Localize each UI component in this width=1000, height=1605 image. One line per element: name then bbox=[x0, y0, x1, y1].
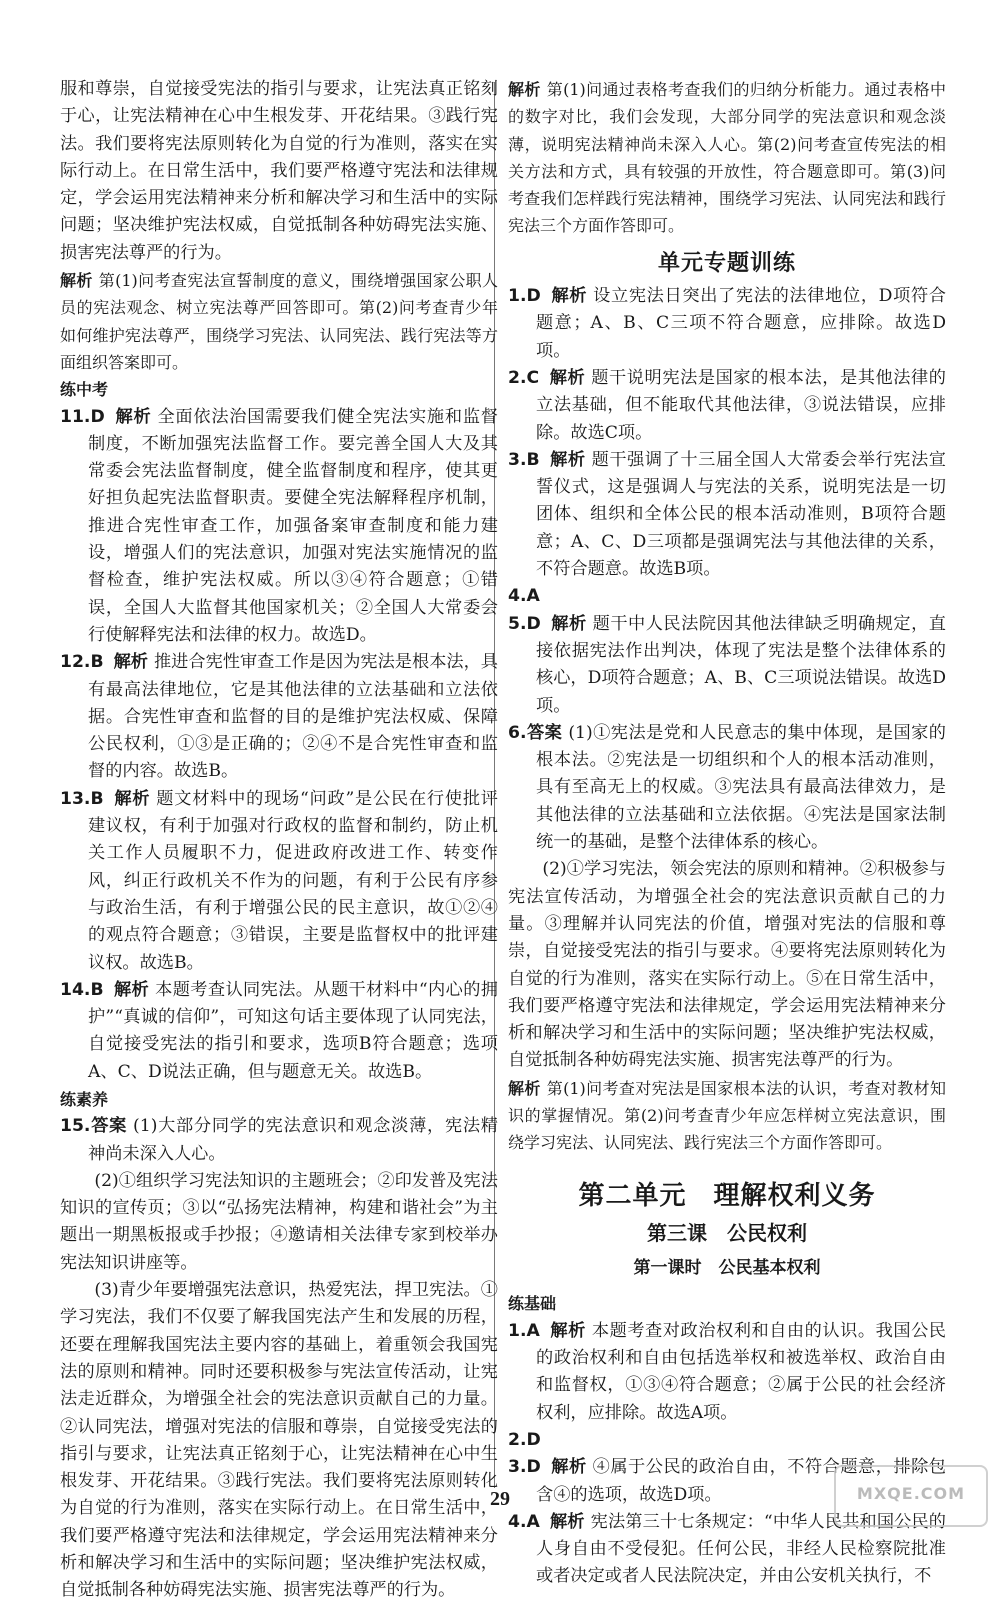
question-12: 12.B 解析 推进合宪性审查工作是因为宪法是根本法，具有最高法律地位，它是其他法律的立法基础和立法依据。合宪性审查和监督的目的是维护宪法权威、保障公民权利，①③是正确的；②④不是合宪性审查和监督的内容。故选B。 bbox=[60, 652, 498, 782]
question-15-part2: (2)①组织学习宪法知识的主题班会；②印发普及宪法知识的宣传页；③以“弘扬宪法精神，构建和谐社会”为主题出一期黑板报或手抄报；④邀请相关法律专家到校举办宪法知识讲座等。 bbox=[60, 1170, 498, 1273]
basic-question-3: 3.D 解析 ④属于公民的政治自由，不符合题意，排除包含④的选项，故选D项。 bbox=[508, 1457, 946, 1505]
unit-question-5: 5.D 解析 题干中人民法院因其他法律缺乏明确规定，直接依据宪法作出判决，体现了宪法是整个法律体系的核心，D项符合题意；A、B、C三项说法错误。故选D项。 bbox=[508, 613, 946, 716]
unit-question-6-analysis: 解析 第(1)问考查对宪法是国家根本法的认识，考查对教材知识的掌握情况。第(2)问考查青少年应怎样树立宪法意识，围绕学习宪法、认同宪法、践行宪法三个方面作答即可。 bbox=[508, 1078, 946, 1153]
left-column bbox=[60, 76, 498, 1605]
question-11: 11.D 解析 全面依法治国需要我们健全宪法实施和监督制度，不断加强宪法监督工作。要完善全国人大及其常委会宪法监督制度，健全监督制度和程序，使其更好担负起宪法监督职责。要健全宪法解释程序机制，推进合宪性审查工作，加强备案审查制度和能力建设，增强人们的宪法意识，加强对宪法实施情况的监督检查，维护宪法权威。所以③④符合题意；①错误，全国人大监督其他国家机关；②全国人大常委会行使解释宪法和法律的权力。故选D。 bbox=[60, 406, 498, 645]
question-13: 13.B 解析 题文材料中的现场“问政”是公民在行使批评建议权，有利于加强对行政权的监督和制约，防止机关工作人员履职不力，促进政府改进工作、转变作风，纠正行政机关不作为的问题，有利于公民有序参与政治生活，有利于增强公民的民主意识，故①②④的观点符合题意；③错误，主要是监督权中的批评建议权。故选B。 bbox=[60, 788, 498, 973]
basic-question-4: 4.A 解析 宪法第三十七条规定：“中华人民共和国公民的人身自由不受侵犯。任何公民，非经人民检察院批准或者决定或者人民法院决定，并由公安机关执行，不 bbox=[508, 1511, 946, 1587]
unit-training-title: 单元专题训练 bbox=[657, 250, 796, 276]
unit-question-1: 1.D 解析 设立宪法日突出了宪法的法律地位，D项符合题意；A、B、C三项不符合题意，应排除。故选D项。 bbox=[508, 286, 946, 361]
section-heading-jichu: 练基础 bbox=[508, 1294, 557, 1314]
unit-question-2: 2.C 解析 题干说明宪法是国家的根本法，是其他法律的立法基础，但不能取代其他法律，③说法错误，应排除。故选C项。 bbox=[508, 367, 946, 443]
watermark-logo: MXQE.COM bbox=[834, 1465, 988, 1527]
section-heading-suyang: 练素养 bbox=[60, 1089, 109, 1109]
unit-question-4: 4.A bbox=[508, 586, 540, 607]
right-column bbox=[508, 76, 946, 1591]
page-number: 29 bbox=[490, 1488, 510, 1510]
basic-question-2: 2.D bbox=[508, 1429, 541, 1450]
unit-question-3: 3.B 解析 题干强调了十三届全国人大常委会举行宪法宣誓仪式，这是强调人与宪法的关系，说明宪法是一切团体、组织和全体公民的根本活动准则，B项符合题意；A、C、D三项都是强调宪法与其他法律的关系，不符合题意。故选B项。 bbox=[508, 449, 946, 580]
lesson-3-title: 第三课 公民权利 bbox=[647, 1220, 807, 1245]
unit-2-title: 第二单元 理解权利义务 bbox=[578, 1180, 876, 1211]
question-15-part3: (3)青少年要增强宪法意识，热爱宪法，捍卫宪法。①学习宪法，我们不仅要了解我国宪法产生和发展的历程，还要在理解我国宪法主要内容的基础上，着重领会我国宪法的原则和精神。同时还要积极参与宪法宣传活动，让宪法走近群众，为增强全社会的宪法意识贡献自己的力量。②认同宪法，增强对宪法的信服和尊崇，自觉接受宪法的指引与要求，让宪法真正铭刻于心，让宪法精神在心中生根发芽、开花结果。③践行宪法。我们要将宪法原则转化为自觉的行为准则，落实在实际行动上。在日常生活中，我们要严格遵守宪法和法律规定，学会运用宪法精神来分析和解决学习和生活中的实际问题；坚决维护宪法权威，自觉抵制各种妨碍宪法实施、损害宪法尊严的行为。 bbox=[60, 1280, 498, 1601]
section-heading-zhongkao: 练中考 bbox=[60, 380, 109, 400]
question-15-part1: 15.答案 (1)大部分同学的宪法意识和观念淡薄，宪法精神尚未深入人心。 bbox=[60, 1116, 498, 1164]
intro-continuation: 服和尊崇，自觉接受宪法的指引与要求，让宪法真正铭刻于心，让宪法精神在心中生根发芽、开花结果。③践行宪法。我们要将宪法原则转化为自觉的行为准则，落实在实际行动上。在日常生活中，我们要严格遵守宪法和法律规定，学会运用宪法精神来分析和解决学习和生活中的实际问题；坚决维护宪法权威，自觉抵制各种妨碍宪法实施、损害宪法尊严的行为。 bbox=[60, 79, 498, 263]
basic-question-1: 1.A 解析 本题考查对政治权利和自由的认识。我国公民的政治权利和自由包括选举权和被选举权、政治自由和监督权，①③④符合题意；②属于公民的社会经济权利，应排除。故选A项。 bbox=[508, 1320, 946, 1423]
unit-question-6-part2: (2)①学习宪法，领会宪法的原则和精神。②积极参与宪法宣传活动，为增强全社会的宪法意识贡献自己的力量。③理解并认同宪法的价值，增强对宪法的信服和尊崇，自觉接受宪法的指引与要求。④要将宪法原则转化为自觉的行为准则，落实在实际行动上。⑤在日常生活中，我们要严格遵守宪法和法律规定，学会运用宪法精神来分析和解决学习和生活中的实际问题；坚决维护宪法权威，自觉抵制各种妨碍宪法实施、损害宪法尊严的行为。 bbox=[508, 859, 946, 1071]
period-1-title: 第一课时 公民基本权利 bbox=[633, 1258, 821, 1279]
intro-analysis: 解析 第(1)问考查宪法宣誓制度的意义，围绕增强国家公职人员的宪法观念、树立宪法尊严回答即可。第(2)问考查青少年如何维护宪法尊严，围绕学习宪法、认同宪法、践行宪法等方面组织答案即可。 bbox=[60, 271, 498, 372]
question-14: 14.B 解析 本题考查认同宪法。从题干材料中“内心的拥护”“真诚的信仰”，可知这句话主要体现了认同宪法，自觉接受宪法的指引和要求，选项B符合题意；选项A、C、D说法正确，但与题意无关。故选B。 bbox=[60, 979, 498, 1082]
q15-analysis: 解析 第(1)问通过表格考查我们的归纳分析能力。通过表格中的数字对比，我们会发现，大部分同学的宪法意识和观念淡薄，说明宪法精神尚未深入人心。第(2)问考查宣传宪法的相关方法和方式，具有较强的开放性，符合题意即可。第(3)问考查我们怎样践行宪法精神，围绕学习宪法、认同宪法和践行宪法三个方面作答即可。 bbox=[508, 80, 946, 236]
unit-question-6-part1: 6.答案 (1)①宪法是党和人民意志的集中体现，是国家的根本法。②宪法是一切组织和个人的根本活动准则，具有至高无上的权威。③宪法具有最高法律效力，是其他法律的立法基础和立法依据。④宪法是国家法制统一的基础，是整个法律体系的核心。 bbox=[508, 722, 946, 853]
